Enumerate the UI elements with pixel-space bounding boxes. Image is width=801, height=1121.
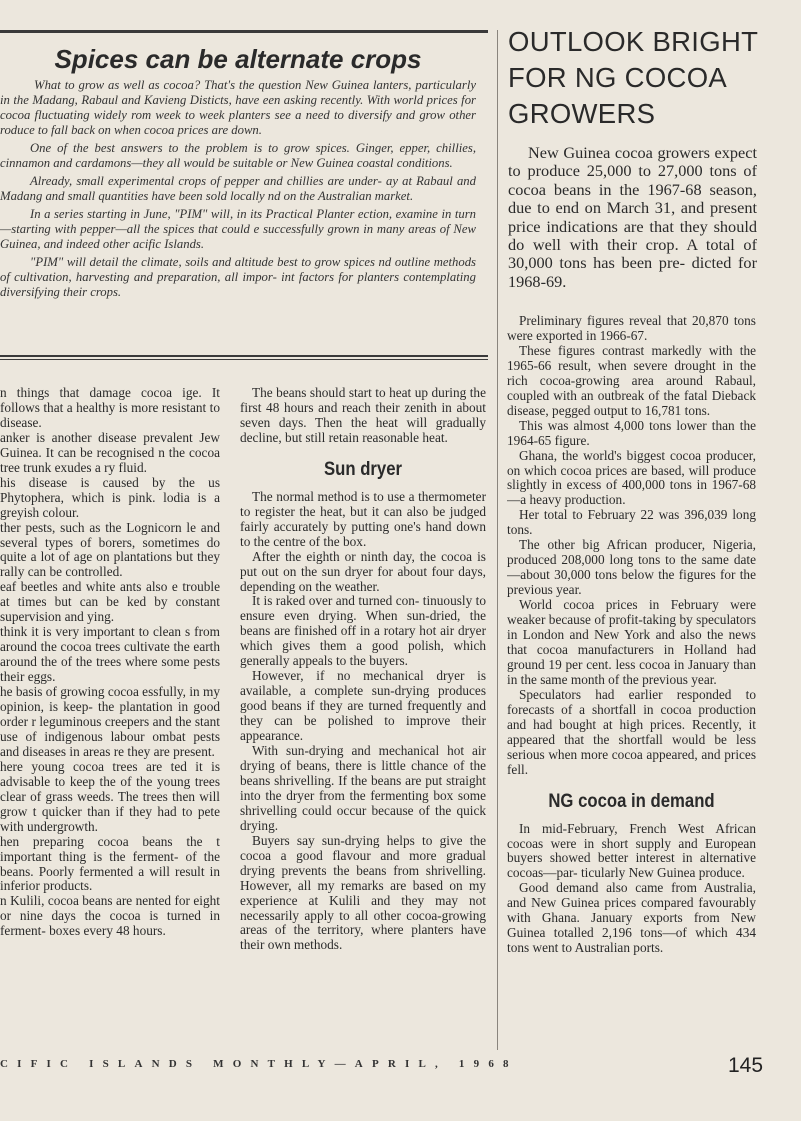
- top-rule: [0, 30, 488, 33]
- body-paragraph: It is raked over and turned con- tinuously to ensure even drying. When sun-dried, the beans are finished off in a rotary hot air dryer which gives them a good polish, which generally appeals to the buyers.: [240, 593, 486, 669]
- lead-paragraph: New Guinea cocoa growers expect to produce 25,000 to 27,000 tons of cocoa beans in the 1967-68 season, due to end on March 31, and present price indications are that they should do well with their crop. A total of 30,000 tons has been pre- dicted for 1968-69.: [508, 144, 757, 291]
- body-paragraph: his disease is caused by the us Phytophera, which is pink. lodia is a greyish colour.: [0, 474, 220, 520]
- column-divider: [497, 30, 498, 1050]
- body-paragraph: think it is very important to clean s from around the cocoa trees cultivate the earth around the of the trees where some pests their eggs.: [0, 624, 220, 685]
- main-headline: OUTLOOK BRIGHT FOR NG COCOA GROWERS: [508, 26, 758, 129]
- body-paragraph: anker is another disease prevalent Jew Guinea. It can be recognised n the cocoa tree trunk exudes a ry fluid.: [0, 429, 220, 475]
- body-paragraph: ther pests, such as the Lognicorn le and several types of borers, sometimes do quite a lot of age on plantations but they rally can be controlled.: [0, 519, 220, 580]
- body-paragraph: he basis of growing cocoa essfully, in my opinion, is keep- the plantation in good order r leguminous creepers and the stant use of indigenous labour ombat pests and diseases in areas re they are present.: [0, 684, 220, 759]
- body-paragraph: In mid-February, French West African cocoas were in short supply and European buyers showed better interest in alternative cocoas—par- ticularly New Guinea produce.: [507, 820, 756, 881]
- body-paragraph: World cocoa prices in February were weaker because of profit-taking by speculators in London and New York and also the news that cocoa manufacturers in Holland had ground 19 per cent. less cocoa in January than in the same month of the previous year.: [507, 597, 756, 687]
- subhead-ng-cocoa-in-demand: NG cocoa in demand: [548, 790, 715, 812]
- body-paragraph: Buyers say sun-drying helps to give the cocoa a good flavour and more gradual drying prevents the beans from shrivelling. However, all my remarks are based on my experience at Kulili and they may not necessarily apply to all other cocoa-growing areas of the territory, where planters have their own methods.: [240, 832, 486, 953]
- subhead-sun-dryer: Sun dryer: [323, 458, 403, 480]
- body-paragraph: These figures contrast markedly with the 1965-66 result, when severe drought in the rich cocoa-growing area around Rabaul, coupled with an outbreak of the fatal Dieback disease, pegged output to 16,781 tons.: [507, 342, 756, 418]
- footer-publication: CIFIC ISLANDS MONTHLY—APRIL, 1968: [0, 1058, 518, 1070]
- body-paragraph: However, if no mechanical dryer is available, a complete sun-drying produces good beans if they are turned frequently and they can be polished to improve their appearance.: [240, 668, 486, 744]
- body-paragraph: Her total to February 22 was 396,039 long tons.: [507, 507, 756, 538]
- body-paragraph: n things that damage cocoa ige. It follows that a healthy is more resistant to disease.: [0, 386, 220, 430]
- sidebar-bottom-rule: [0, 355, 488, 357]
- main-lead: [508, 144, 757, 304]
- sidebar-title: Spices can be alternate crops: [54, 44, 422, 74]
- body-paragraph: After the eighth or ninth day, the cocoa is put out on the sun dryer for about four days, depending on the weather.: [240, 548, 486, 594]
- body-paragraph: hen preparing cocoa beans the t important thing is the ferment- of the beans. Poorly fermented a will result in inferior products.: [0, 833, 220, 894]
- body-paragraph: eaf beetles and white ants also e trouble at times but can be ked by constant supervision and ying.: [0, 579, 220, 625]
- body-paragraph: Speculators had earlier responded to forecasts of a shortfall in cocoa production and had bought at high prices. Recently, it appeared that the shortfall would be less serious when more cocoa appeared, and prices fell.: [507, 686, 756, 777]
- body-paragraph: here young cocoa trees are ted it is advisable to keep the of the young trees clear of grass weeds. The trees then will grow t quicker than if they had to pete with undergrowth.: [0, 758, 220, 834]
- body-paragraph: The beans should start to heat up during the first 48 hours and reach their zenith in about seven days. Then the heat will gradually decline, but still retain reasonable heat.: [240, 386, 486, 445]
- column-2: [240, 386, 486, 1048]
- column-3: [507, 314, 756, 1052]
- sidebar-intro: [0, 78, 476, 350]
- body-paragraph: Ghana, the world's biggest cocoa producer, on which cocoa prices are based, will produce slightly in excess of 400,000 tons in 1967-68—a heavy production.: [507, 447, 756, 508]
- body-paragraph: Preliminary figures reveal that 20,870 tons were exported in 1966-67.: [507, 314, 756, 343]
- intro-paragraph: Already, small experimental crops of pepper and chillies are under- ay at Rabaul and Madang and small quantities have been sold locally nd on the Australian market.: [0, 174, 476, 203]
- body-paragraph: The normal method is to use a thermometer to register the heat, but it can also be judged fairly accurately by putting one's hand down to the centre of the box.: [240, 488, 486, 549]
- body-paragraph: Good demand also came from Australia, and New Guinea prices compared favourably with Ghana. January exports from New Guinea totalled 2,196 tons—of which 434 tons went to Australian ports.: [507, 880, 756, 956]
- body-paragraph: This was almost 4,000 tons lower than the 1964-65 figure.: [507, 417, 756, 448]
- column-1: [0, 386, 220, 1048]
- intro-paragraph: "PIM" will detail the climate, soils and altitude best to grow spices nd outline methods of cultivation, harvesting and preparation, all impor- int factors for planters contemplating diversifying their crops.: [0, 255, 476, 299]
- intro-paragraph: In a series starting in June, "PIM" will, in its Practical Planter ection, examine in turn—starting with pepper—all the spices that could e successfully grown in many areas of New Guinea, and indeed other acific Islands.: [0, 207, 476, 251]
- intro-paragraph: What to grow as well as cocoa? That's the question New Guinea lanters, particularly in the Madang, Rabaul and Kavieng Disticts, have een asking recently. With world prices for cocoa fluctuating widely rom week to week planters see a need to diversify and grow other roduce to fall back on when cocoa prices are down.: [0, 78, 476, 137]
- page-number: 145: [728, 1054, 764, 1077]
- body-paragraph: With sun-drying and mechanical hot air drying of beans, there is little chance of the beans shrivelling. If the beans are put straight into the dryer from the fermenting box some shrivelling could occur because of the quick drying.: [240, 743, 486, 833]
- sidebar-bottom-rule-thin: [0, 359, 488, 360]
- body-paragraph: n Kulili, cocoa beans are nented for eight or nine days the cocoa is turned in ferment- boxes every 48 hours.: [0, 893, 220, 939]
- body-paragraph: The other big African producer, Nigeria, produced 208,000 long tons to the same date—about 30,000 tons below the figures for the previous year.: [507, 537, 756, 598]
- intro-paragraph: One of the best answers to the problem is to grow spices. Ginger, epper, chillies, cinnamon and cardamons—they all would be suitable or New Guinea coastal conditions.: [0, 141, 476, 170]
